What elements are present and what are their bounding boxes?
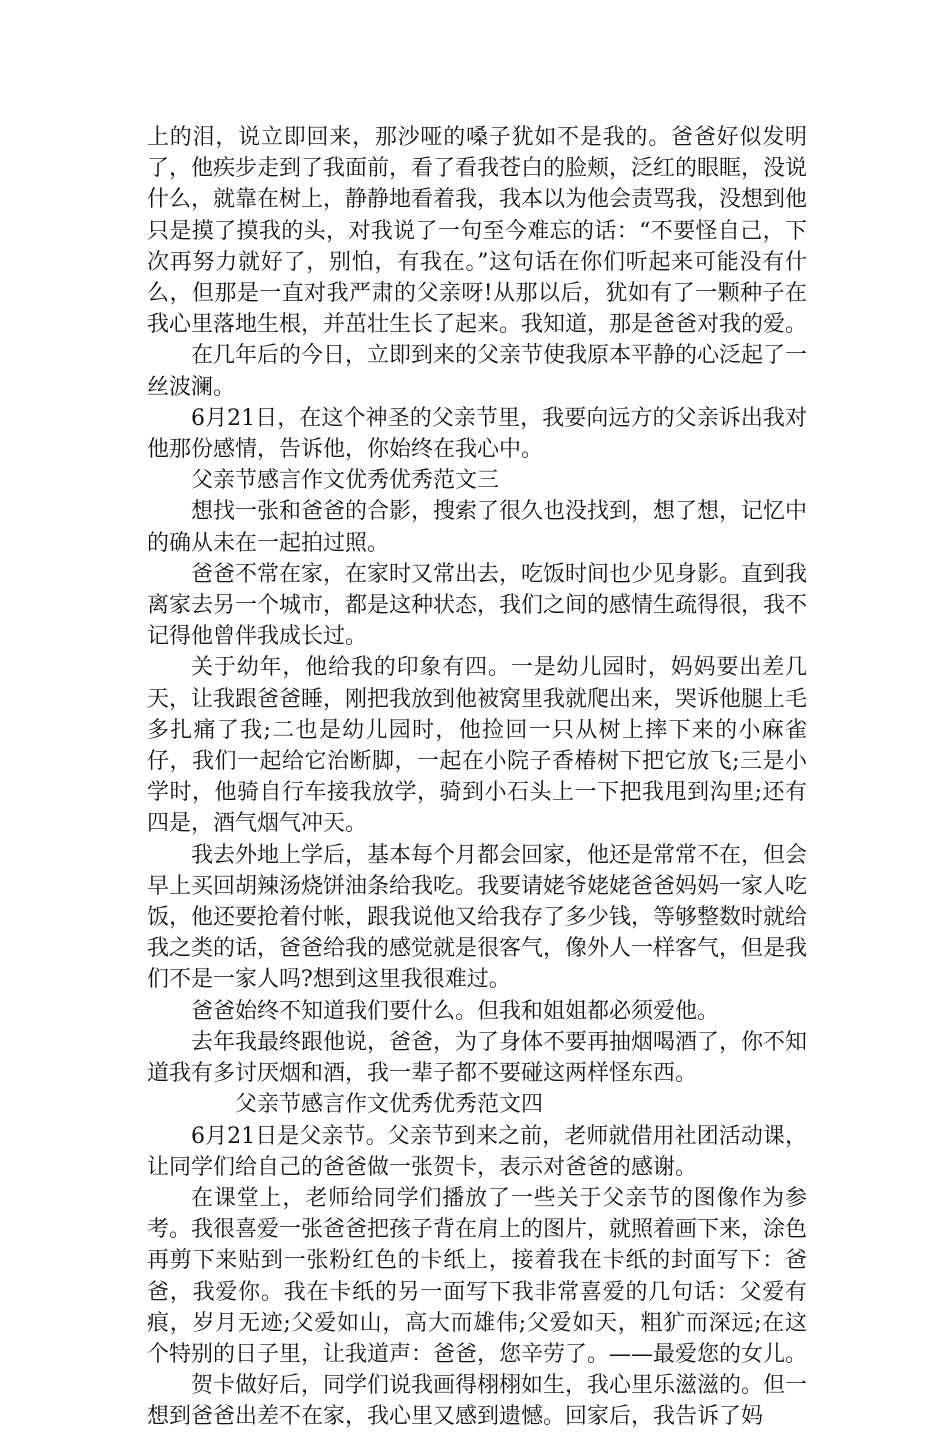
paragraph-school-away: 我去外地上学后，基本每个月都会回家，他还是常常不在，但会早上买回胡辣汤烧饼油条给我吃。我要请姥爷姥姥爸爸妈妈一家人吃饭，他还要抢着付帐，跟我说他又给我存了多少钱，等够整数时就给我之类的话，爸爸给我的感觉就是很客气，像外人一样客气，但是我们不是一家人吗?想到这里我很难过。 <box>147 842 808 993</box>
paragraph-card-done: 贺卡做好后，同学们说我画得栩栩如生，我心里乐滋滋的。但一想到爸爸出差不在家，我心里又感到遗憾。回家后，我告诉了妈 <box>147 1373 808 1430</box>
paragraph-photo: 想找一张和爸爸的合影，搜索了很久也没找到，想了想，记忆中的确从未在一起拍过照。 <box>147 499 808 556</box>
paragraph-classroom: 在课堂上，老师给同学们播放了一些关于父亲节的图像作为参考。我很喜爱一张爸爸把孩子背在肩上的图片，就照着画下来，涂色再剪下来贴到一张粉红色的卡纸上，接着我在卡纸的封面写下：爸爸，我爱你。我在卡纸的另一面写下我非常喜爱的几句话：父爱有痕，岁月无迹;父爱如山，高大而雄伟;父爱如天，粗犷而深远;在这个特别的日子里，让我道声：爸爸，您辛劳了。——最爱您的女儿。 <box>147 1185 808 1367</box>
paragraph-quit-smoking: 去年我最终跟他说，爸爸，为了身体不要再抽烟喝酒了，你不知道我有多讨厌烟和酒，我一辈子都不要碰这两样怪东西。 <box>147 1029 808 1087</box>
document-page <box>147 122 807 1433</box>
paragraph-continuation: 上的泪，说立即回来，那沙哑的嗓子犹如不是我的。爸爸好似发明了，他疾步走到了我面前，看了看我苍白的脸颊，泛红的眼眶，没说什么，就靠在树上，静静地看着我，我本以为他会责骂我，没想到他只是摸了摸我的头，对我说了一句至今难忘的话：“不要怪自己，下次再努力就好了，别怕，有我在。”这句话在你们听起来可能没有什么，但那是一直对我严肃的父亲呀!从那以后，犹如有了一颗种子在我心里落地生根，并茁壮生长了起来。我知道，那是爸爸对我的爱。 <box>147 125 808 338</box>
paragraph-childhood-memories: 关于幼年，他给我的印象有四。一是幼儿园时，妈妈要出差几天，让我跟爸爸睡，刚把我放到他被窝里我就爬出来，哭诉他腿上毛多扎痛了我;二也是幼儿园时，他捡回一只从树上摔下来的小麻雀仔，我们一起给它治断脚，一起在小院子香椿树下把它放飞;三是小学时，他骑自行车接我放学，骑到小石头上一下把我甩到沟里;还有四是，酒气烟气冲天。 <box>147 655 808 837</box>
paragraph-greeting-card: 6月21日是父亲节。父亲节到来之前，老师就借用社团活动课，让同学们给自己的爸爸做一张贺卡，表示对爸爸的感谢。 <box>147 1123 807 1180</box>
paragraph-love-him: 爸爸始终不知道我们要什么。但我和姐姐都必须爱他。 <box>191 998 720 1024</box>
paragraph-father-absent: 爸爸不常在家，在家时又常出去，吃饭时间也少见身影。直到我离家去另一个城市，都是这种状态，我们之间的感情生疏得很，我不记得他曾伴我成长过。 <box>147 561 808 650</box>
paragraph-june-21: 6月21日，在这个神圣的父亲节里，我要向远方的父亲诉出我对他那份感情，告诉他，你始终在我心中。 <box>147 405 807 463</box>
paragraph-fathers-day-reflection: 在几年后的今日，立即到来的父亲节使我原本平静的心泛起了一丝波澜。 <box>147 343 808 400</box>
section-heading-three: 父亲节感言作文优秀优秀范文三 <box>191 468 500 494</box>
section-heading-four: 父亲节感言作文优秀优秀范文四 <box>235 1092 544 1118</box>
